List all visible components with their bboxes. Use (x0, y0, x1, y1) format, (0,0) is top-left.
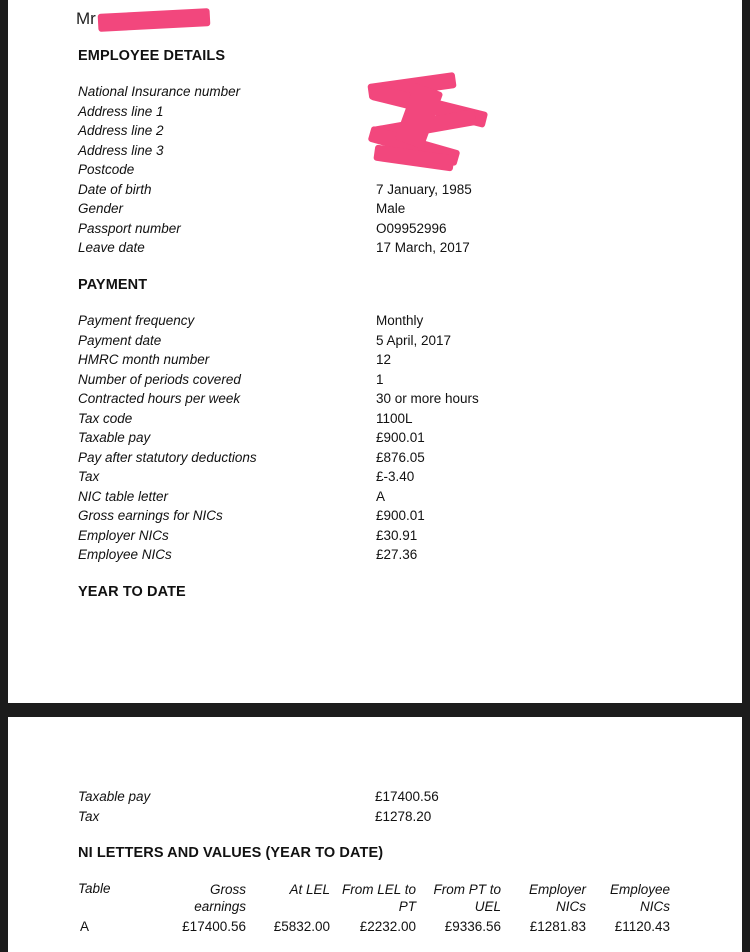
ni-row-table-letter: A (80, 919, 90, 934)
value-passport: O09952996 (376, 221, 447, 236)
label-hmrc-month: HMRC month number (78, 352, 210, 367)
value-tax: £-3.40 (376, 469, 415, 484)
label-leave-date: Leave date (78, 240, 145, 255)
ni-col-employer-nics: Employer NICs (528, 882, 586, 914)
employee-name-prefix: Mr (76, 9, 96, 28)
value-pay-after-deductions: £876.05 (376, 450, 425, 465)
value-employer-nics: £30.91 (376, 528, 418, 543)
ni-row-at-lel: £5832.00 (273, 919, 330, 934)
ni-col-employee-nics: Employee NICs (609, 882, 670, 914)
label-nic-table-letter: NIC table letter (78, 489, 169, 504)
ni-col-gross-earnings: Gross earnings (194, 882, 246, 914)
ni-col-pt-to-uel: From PT to UEL (433, 882, 501, 914)
ni-col-at-lel: At LEL (289, 882, 330, 897)
ni-row-employer-nics: £1281.83 (529, 919, 586, 934)
label-taxable-pay: Taxable pay (78, 430, 151, 445)
payslip-page-1 (8, 0, 742, 703)
label-address-3: Address line 3 (78, 143, 164, 158)
value-ytd-tax: £1278.20 (375, 809, 432, 824)
label-employee-nics: Employee NICs (78, 547, 172, 562)
value-gender: Male (376, 201, 406, 216)
label-gender: Gender (78, 201, 124, 216)
value-employee-nics: £27.36 (376, 547, 418, 562)
ni-letters-heading: NI LETTERS AND VALUES (YEAR TO DATE) (78, 845, 384, 861)
label-postcode: Postcode (78, 162, 135, 177)
label-address-1: Address line 1 (78, 104, 164, 119)
label-contracted-hours: Contracted hours per week (78, 391, 241, 406)
label-payment-date: Payment date (78, 333, 162, 348)
value-contracted-hours: 30 or more hours (376, 391, 479, 406)
value-periods-covered: 1 (376, 372, 384, 387)
value-payment-frequency: Monthly (376, 313, 424, 328)
value-tax-code: 1100L (376, 411, 413, 426)
label-payment-frequency: Payment frequency (78, 313, 195, 328)
value-payment-date: 5 April, 2017 (376, 333, 452, 348)
employee-details-heading: EMPLOYEE DETAILS (78, 48, 226, 64)
value-ytd-taxable-pay: £17400.56 (375, 789, 439, 804)
label-periods-covered: Number of periods covered (78, 372, 241, 387)
value-leave-date: 17 March, 2017 (376, 240, 470, 255)
value-gross-earnings-nics: £900.01 (376, 508, 425, 523)
label-ytd-tax: Tax (78, 809, 100, 824)
year-to-date-heading: YEAR TO DATE (78, 584, 186, 600)
ni-row-gross-earnings: £17400.56 (182, 919, 246, 934)
label-ni-number: National Insurance number (78, 84, 241, 99)
label-tax: Tax (78, 469, 100, 484)
value-hmrc-month: 12 (376, 352, 392, 367)
payslip-page-2 (8, 717, 742, 952)
label-passport: Passport number (78, 221, 181, 236)
value-date-of-birth: 7 January, 1985 (376, 182, 472, 197)
label-pay-after-deductions: Pay after statutory deductions (78, 450, 257, 465)
payment-heading: PAYMENT (78, 277, 148, 293)
label-date-of-birth: Date of birth (78, 182, 152, 197)
ni-row-lel-to-pt: £2232.00 (359, 919, 416, 934)
ni-col-lel-to-pt: From LEL to PT (341, 882, 416, 914)
label-gross-earnings-nics: Gross earnings for NICs (78, 508, 223, 523)
label-employer-nics: Employer NICs (78, 528, 169, 543)
label-address-2: Address line 2 (78, 123, 164, 138)
value-nic-table-letter: A (376, 489, 386, 504)
ni-row-employee-nics: £1120.43 (614, 919, 670, 934)
value-taxable-pay: £900.01 (376, 430, 425, 445)
ni-row-pt-to-uel: £9336.56 (444, 919, 501, 934)
ni-col-table: Table (78, 881, 111, 896)
label-ytd-taxable-pay: Taxable pay (78, 789, 151, 804)
label-tax-code: Tax code (78, 411, 133, 426)
name-redaction (98, 8, 211, 32)
